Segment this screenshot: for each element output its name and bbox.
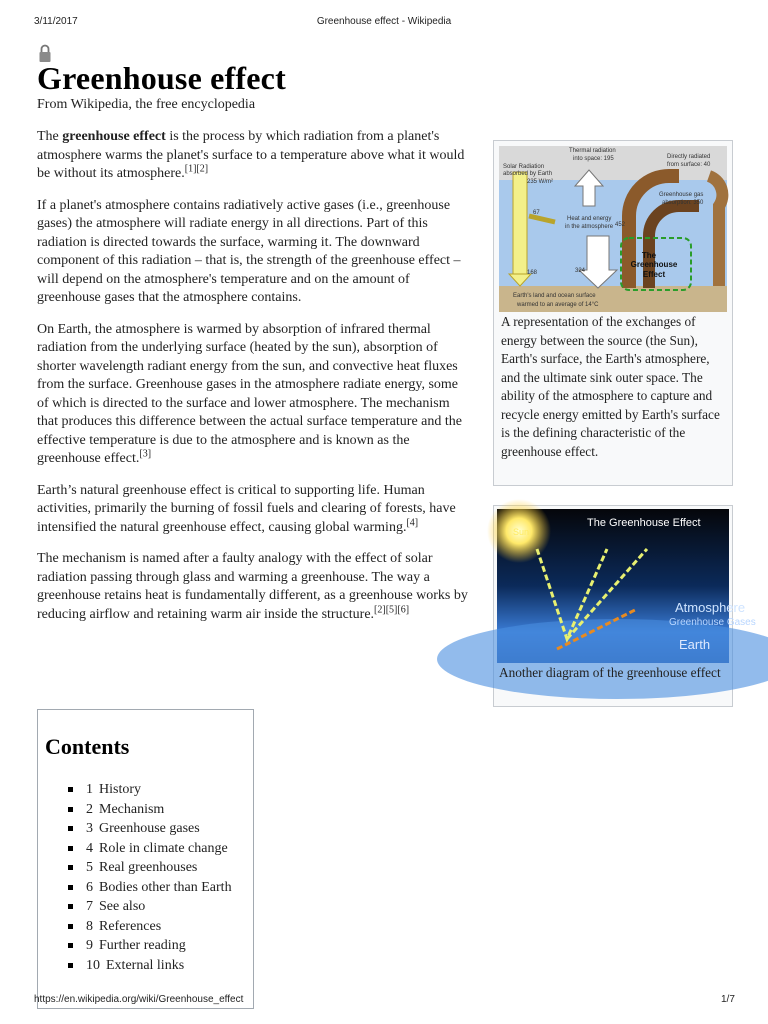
contents-item[interactable]: 5 Real greenhouses xyxy=(68,858,232,878)
figure-energy-exchange xyxy=(493,140,733,486)
paragraph-3: On Earth, the atmosphere is warmed by absorption of infrared thermal radiation from the underlying surface (heated by the sun), absorption of shorter wavelength radiant energy from the sun, and convective heat fluxes from the surface. Greenhouse gases in the atmosphere radiate energy, some of which is directed to the surface and lower atmosphere. The mechanism that produces this difference between the actual surface temperature and the effective temperature is due to the atmosphere and is known as the greenhouse effect.[3] xyxy=(37,321,462,466)
diagram-title: The Greenhouse Effect xyxy=(587,517,701,529)
print-date: 3/11/2017 xyxy=(34,16,78,27)
diagram-label: warmed to an average of 14°C xyxy=(517,302,599,308)
contents-item[interactable]: 6 Bodies other than Earth xyxy=(68,878,232,898)
reference-link[interactable]: [1][2] xyxy=(184,163,209,175)
diagram-label: Greenhouse xyxy=(630,260,678,269)
diagram-label: 168 xyxy=(527,270,538,276)
diagram-label: Earth's land and ocean surface xyxy=(513,293,596,299)
contents-item[interactable]: 9 Further reading xyxy=(68,936,232,956)
reference-link[interactable]: [2][5][6] xyxy=(374,603,410,615)
diagram-label: Effect xyxy=(642,270,666,279)
diagram-label: into space: 195 xyxy=(573,156,614,162)
diagram-label: absorbed by Earth xyxy=(503,171,553,177)
paragraph-2: If a planet's atmosphere contains radiatively active gases (i.e., greenhouse gases) the atmosphere will radiate energy in all directions. Part of this radiation is directed towards the surface, warming it. The downward component of this radiation – that is, the strength of the greenhouse effect – will depend on the atmosphere's temperature and on the amount of greenhouse gases that the atmosphere contains. xyxy=(37,197,461,305)
paragraph-5: The mechanism is named after a faulty analogy with the effect of solar radiation passing through glass and warming a greenhouse. The way a greenhouse retains heat is fundamentally different, as a greenhouse works by reducing airflow and retaining warm air inside the structure.[2][5][6] xyxy=(37,551,468,622)
contents-item[interactable]: 7 See also xyxy=(68,897,232,917)
contents-item[interactable]: 3 Greenhouse gases xyxy=(68,819,232,839)
figure-caption: Another diagram of the greenhouse effect xyxy=(499,665,721,680)
diagram-label: Greenhouse Gases xyxy=(669,617,756,628)
print-title: Greenhouse effect - Wikipedia xyxy=(316,16,452,27)
reference-link[interactable]: [3] xyxy=(139,448,152,460)
contents-item[interactable]: 4 Role in climate change xyxy=(68,839,232,859)
diagram-label: Atmosphere xyxy=(675,600,746,615)
diagram-label: Thermal radiation xyxy=(569,148,616,154)
diagram-label: 452 xyxy=(615,222,626,228)
paragraph-intro: The greenhouse effect is the process by which radiation from a planet's atmosphere warms the planet's surface to a temperature above what it would be without its atmosphere.[1][2] xyxy=(37,129,465,181)
energy-exchange-diagram[interactable] xyxy=(499,146,727,312)
page-subtitle: From Wikipedia, the free encyclopedia xyxy=(37,97,256,112)
paragraph-4: Earth’s natural greenhouse effect is critical to supporting life. Human activities, primarily the burning of fossil fuels and clearing of forests, have intensified the natural greenhouse effect, causing global warming.[4] xyxy=(37,482,456,535)
diagram-label: The xyxy=(641,251,657,260)
diagram-label: 67 xyxy=(533,210,540,216)
diagram-label: absorption: 350 xyxy=(662,200,704,206)
contents-item[interactable]: 1 History xyxy=(68,780,232,800)
article-body xyxy=(37,128,473,637)
diagram-label: Earth xyxy=(679,637,711,652)
diagram-label: 235 W/m² xyxy=(527,179,554,185)
term-greenhouse-effect: greenhouse effect xyxy=(62,129,166,144)
contents-item[interactable]: 2 Mechanism xyxy=(68,800,232,820)
diagram-label: from surface: 40 xyxy=(667,162,711,168)
table-of-contents xyxy=(37,709,254,1009)
print-url: https://en.wikipedia.org/wiki/Greenhouse_effect xyxy=(34,994,244,1005)
figure-caption: A representation of the exchanges of energy between the source (the Sun), Earth's surface, the Earth's atmosphere, and the ultimate sink outer space. The ability of the atmosphere to capture and recycle energy emitted by Earth's surface is the defining characteristic of the greenhouse effect. xyxy=(501,314,720,459)
diagram-label: in the atmosphere xyxy=(565,224,614,230)
contents-item[interactable]: 10 External links xyxy=(68,956,232,976)
diagram-label: Sun xyxy=(513,527,530,537)
diagram-label: Greenhouse gas xyxy=(659,192,704,198)
diagram-label: Solar Radiation xyxy=(503,164,545,170)
figure-greenhouse-diagram xyxy=(493,505,756,707)
diagram-label: Heat and energy xyxy=(567,216,612,222)
diagram-label: 324 xyxy=(575,268,586,274)
contents-heading: Contents xyxy=(45,734,130,759)
reference-link[interactable]: [4] xyxy=(406,516,419,528)
page-title: Greenhouse effect xyxy=(37,60,286,96)
greenhouse-diagram[interactable] xyxy=(497,509,756,663)
diagram-label: Directly radiated xyxy=(667,154,711,160)
contents-item[interactable]: 8 References xyxy=(68,917,232,937)
contents-list xyxy=(68,780,232,975)
print-page-number: 1/7 xyxy=(721,994,735,1005)
